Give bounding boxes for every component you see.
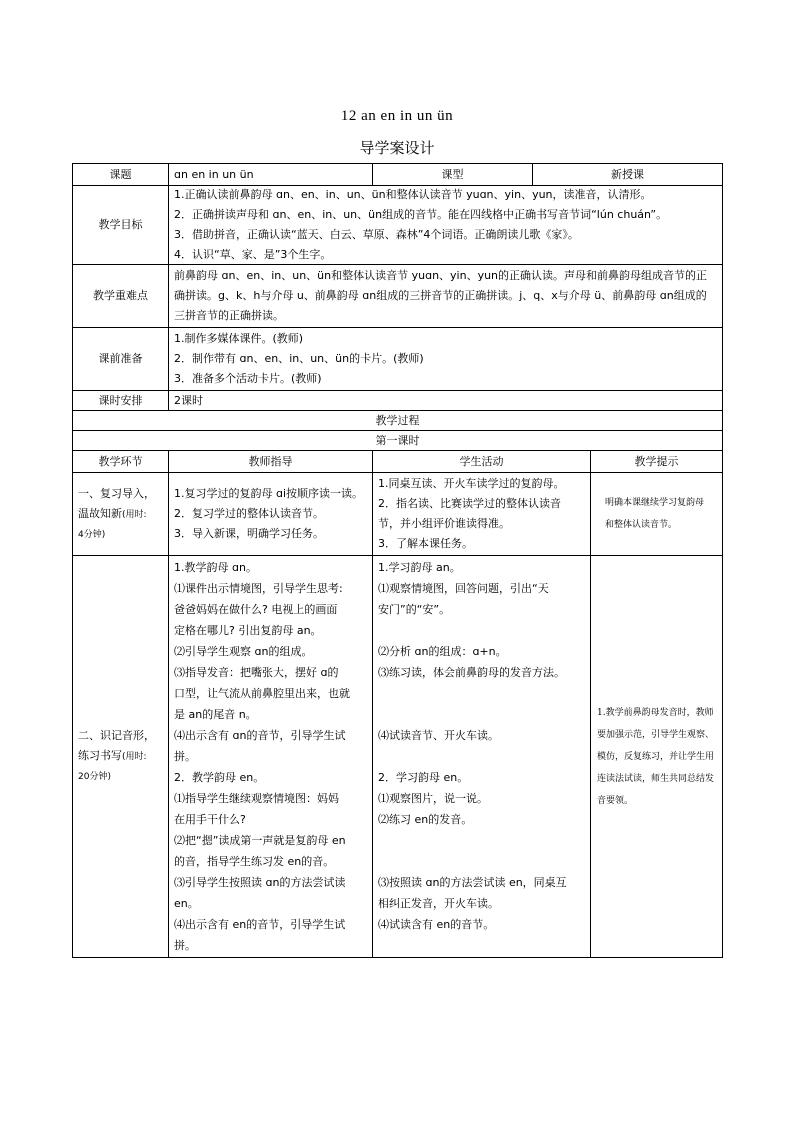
goal-item: 3．借助拼音，正确认读“蓝天、白云、草原、森林”4个词语。正确朗读儿歌《家》。 [174, 228, 579, 241]
teacher-step: 拼。 [174, 939, 196, 952]
lesson-plan-table [72, 163, 723, 958]
teacher-step: ⑵引导学生观察 ɑn的组成。 [174, 645, 313, 658]
teacher-step: 1.教学韵母 ɑn。 [174, 561, 257, 574]
schedule-value: 2课时 [169, 391, 723, 411]
prep-label: 课前准备 [73, 328, 169, 391]
teacher-step: 拼。 [174, 750, 196, 763]
topic-label: 课题 [73, 164, 169, 186]
lesson-title: 12 an en in un ün [340, 108, 454, 124]
student-step: 3．了解本课任务。 [378, 537, 473, 550]
key-points-label: 教学重难点 [73, 265, 169, 328]
teacher-step: 1.复习学过的复韵母 ɑi按顺序读一读。 [174, 487, 364, 500]
key-points-text: 前鼻韵母 ɑn、en、in、un、ün和整体认读音节 yuɑn、yin、yun的正确认读。声母和前鼻韵母组成音节的正确拼读。g、k、h与介母 u、前鼻韵母 ɑn组成的三拼音节的正确拼读。j、q、x与介母 ü、前鼻韵母 ɑn组成的三拼音节的正确拼读。 [169, 265, 723, 328]
teacher-step: 的音，指导学生练习发 en的音。 [174, 855, 335, 868]
student-activity [373, 556, 591, 958]
lesson-heading: 第一课时 [73, 431, 723, 451]
student-step: ⑴观察图片，说一说。 [378, 792, 488, 805]
prep-row [73, 328, 723, 391]
student-step: ⑷试读含有 en的音节。 [378, 918, 495, 931]
teacher-step: ⑴指导学生继续观察情境图：妈妈 [174, 792, 339, 805]
goals-content [169, 186, 723, 265]
teacher-step: 定格在哪儿? 引出复韵母 an。 [174, 624, 322, 637]
goals-row [73, 186, 723, 265]
teacher-step: ⑵把“摁”读成第一声就是复韵母 en [174, 834, 346, 847]
student-step: 2．学习韵母 en。 [378, 771, 469, 784]
col-header-tips: 教学提示 [591, 451, 723, 473]
teaching-tip: 明确本课继续学习复韵母和整体认读音节。 [591, 473, 723, 556]
goal-item: 2．正确拼读声母和 ɑn、en、in、un、ün组成的音节。能在四线格中正确书写音节词“lún chuán”。 [174, 208, 668, 221]
teacher-step: 是 an的尾音 n。 [174, 708, 257, 721]
topic-value: ɑn en in un ün [169, 164, 373, 186]
stage-name: 二、识记音形， 练习书写(用时: 20分钟) [73, 556, 169, 958]
student-step: 1.学习韵母 an。 [378, 561, 461, 574]
teacher-step: en。 [174, 897, 199, 910]
student-activity [373, 473, 591, 556]
teacher-guidance [169, 556, 373, 958]
teacher-step: 爸爸妈妈在做什么? 电视上的画面 [174, 603, 338, 616]
teacher-step: 口型，让气流从前鼻腔里出来，也就 [174, 687, 350, 700]
student-step [378, 704, 585, 725]
teacher-step: 2．教学韵母 en。 [174, 771, 265, 784]
prep-item: 1.制作多媒体课件。(教师) [174, 332, 304, 345]
student-step: 相纠正发音，开火车读。 [378, 897, 499, 910]
process-heading: 教学过程 [73, 411, 723, 431]
student-step: 节，并小组评价谁读得准。 [378, 517, 510, 530]
teacher-step: 在用手干什么? [174, 813, 246, 826]
lesson-type-value: 新授课 [533, 164, 723, 186]
column-header-row [73, 451, 723, 473]
col-header-teacher: 教师指导 [169, 451, 373, 473]
schedule-label: 课时安排 [73, 391, 169, 411]
student-step: 2．指名读、比赛读学过的整体认读音 [378, 497, 561, 510]
student-step: ⑴观察情境图，回答问题，引出“天 [378, 582, 549, 595]
student-step [378, 935, 585, 956]
teacher-step: ⑷出示含有 ɑn的音节，引导学生试 [174, 729, 346, 742]
teacher-step: ⑷出示含有 en的音节，引导学生试 [174, 918, 346, 931]
stage-row [73, 556, 723, 958]
col-header-student: 学生活动 [373, 451, 591, 473]
teacher-step: 3．导入新课，明确学习任务。 [174, 527, 324, 540]
student-step [378, 830, 585, 851]
student-step: ⑶练习读，体会前鼻韵母的发音方法。 [378, 666, 565, 679]
schedule-row [73, 391, 723, 411]
col-header-stage: 教学环节 [73, 451, 169, 473]
teacher-step: ⑴课件出示情境图，引导学生思考: [174, 582, 343, 595]
student-step: 1.同桌互读、开火车读学过的复韵母。 [378, 477, 565, 490]
goal-item: 4．认识“草、家、是”3个生字。 [174, 248, 332, 261]
student-step [378, 746, 585, 767]
teaching-tip: 1.教学前鼻韵母发音时，教师要加强示范，引导学生观察、模仿，反复练习，并让学生用连读法试读，师生共同总结发音要领。 [591, 556, 723, 958]
teacher-guidance [169, 473, 373, 556]
topic-row [73, 164, 723, 186]
goal-item: 1.正确认读前鼻韵母 ɑn、en、in、un、ün和整体认读音节 yuɑn、yin、yun，读准音，认清形。 [174, 188, 652, 201]
student-step: ⑷试读音节、开火车读。 [378, 729, 499, 742]
student-step [378, 620, 585, 641]
stage-name: 一、复习导入， 温故知新(用时: 4分钟) [73, 473, 169, 556]
prep-item: 2．制作带有 ɑn、en、in、un、ün的卡片。(教师) [174, 352, 424, 365]
prep-content [169, 328, 723, 391]
lesson-type-label: 课型 [373, 164, 533, 186]
stage-row [73, 473, 723, 556]
key-points-row [73, 265, 723, 328]
document-subtitle: 导学案设计 [359, 139, 435, 157]
teacher-step: ⑶指导发音：把嘴张大，摆好 ɑ的 [174, 666, 339, 679]
student-step: 安门”的“安”。 [378, 603, 451, 616]
teacher-step: 2．复习学过的整体认读音节。 [174, 507, 324, 520]
prep-item: 3．准备多个活动卡片。(教师) [174, 372, 322, 385]
student-step [378, 851, 585, 872]
lesson-row [73, 431, 723, 451]
goals-label: 教学目标 [73, 186, 169, 265]
process-row [73, 411, 723, 431]
student-step: ⑵练习 en的发音。 [378, 813, 473, 826]
teacher-step: ⑶引导学生按照读 ɑn的方法尝试读 [174, 876, 346, 889]
student-step: ⑵分析 ɑn的组成：ɑ+n。 [378, 645, 507, 658]
student-step: ⑶按照读 ɑn的方法尝试读 en，同桌互 [378, 876, 567, 889]
student-step [378, 683, 585, 704]
